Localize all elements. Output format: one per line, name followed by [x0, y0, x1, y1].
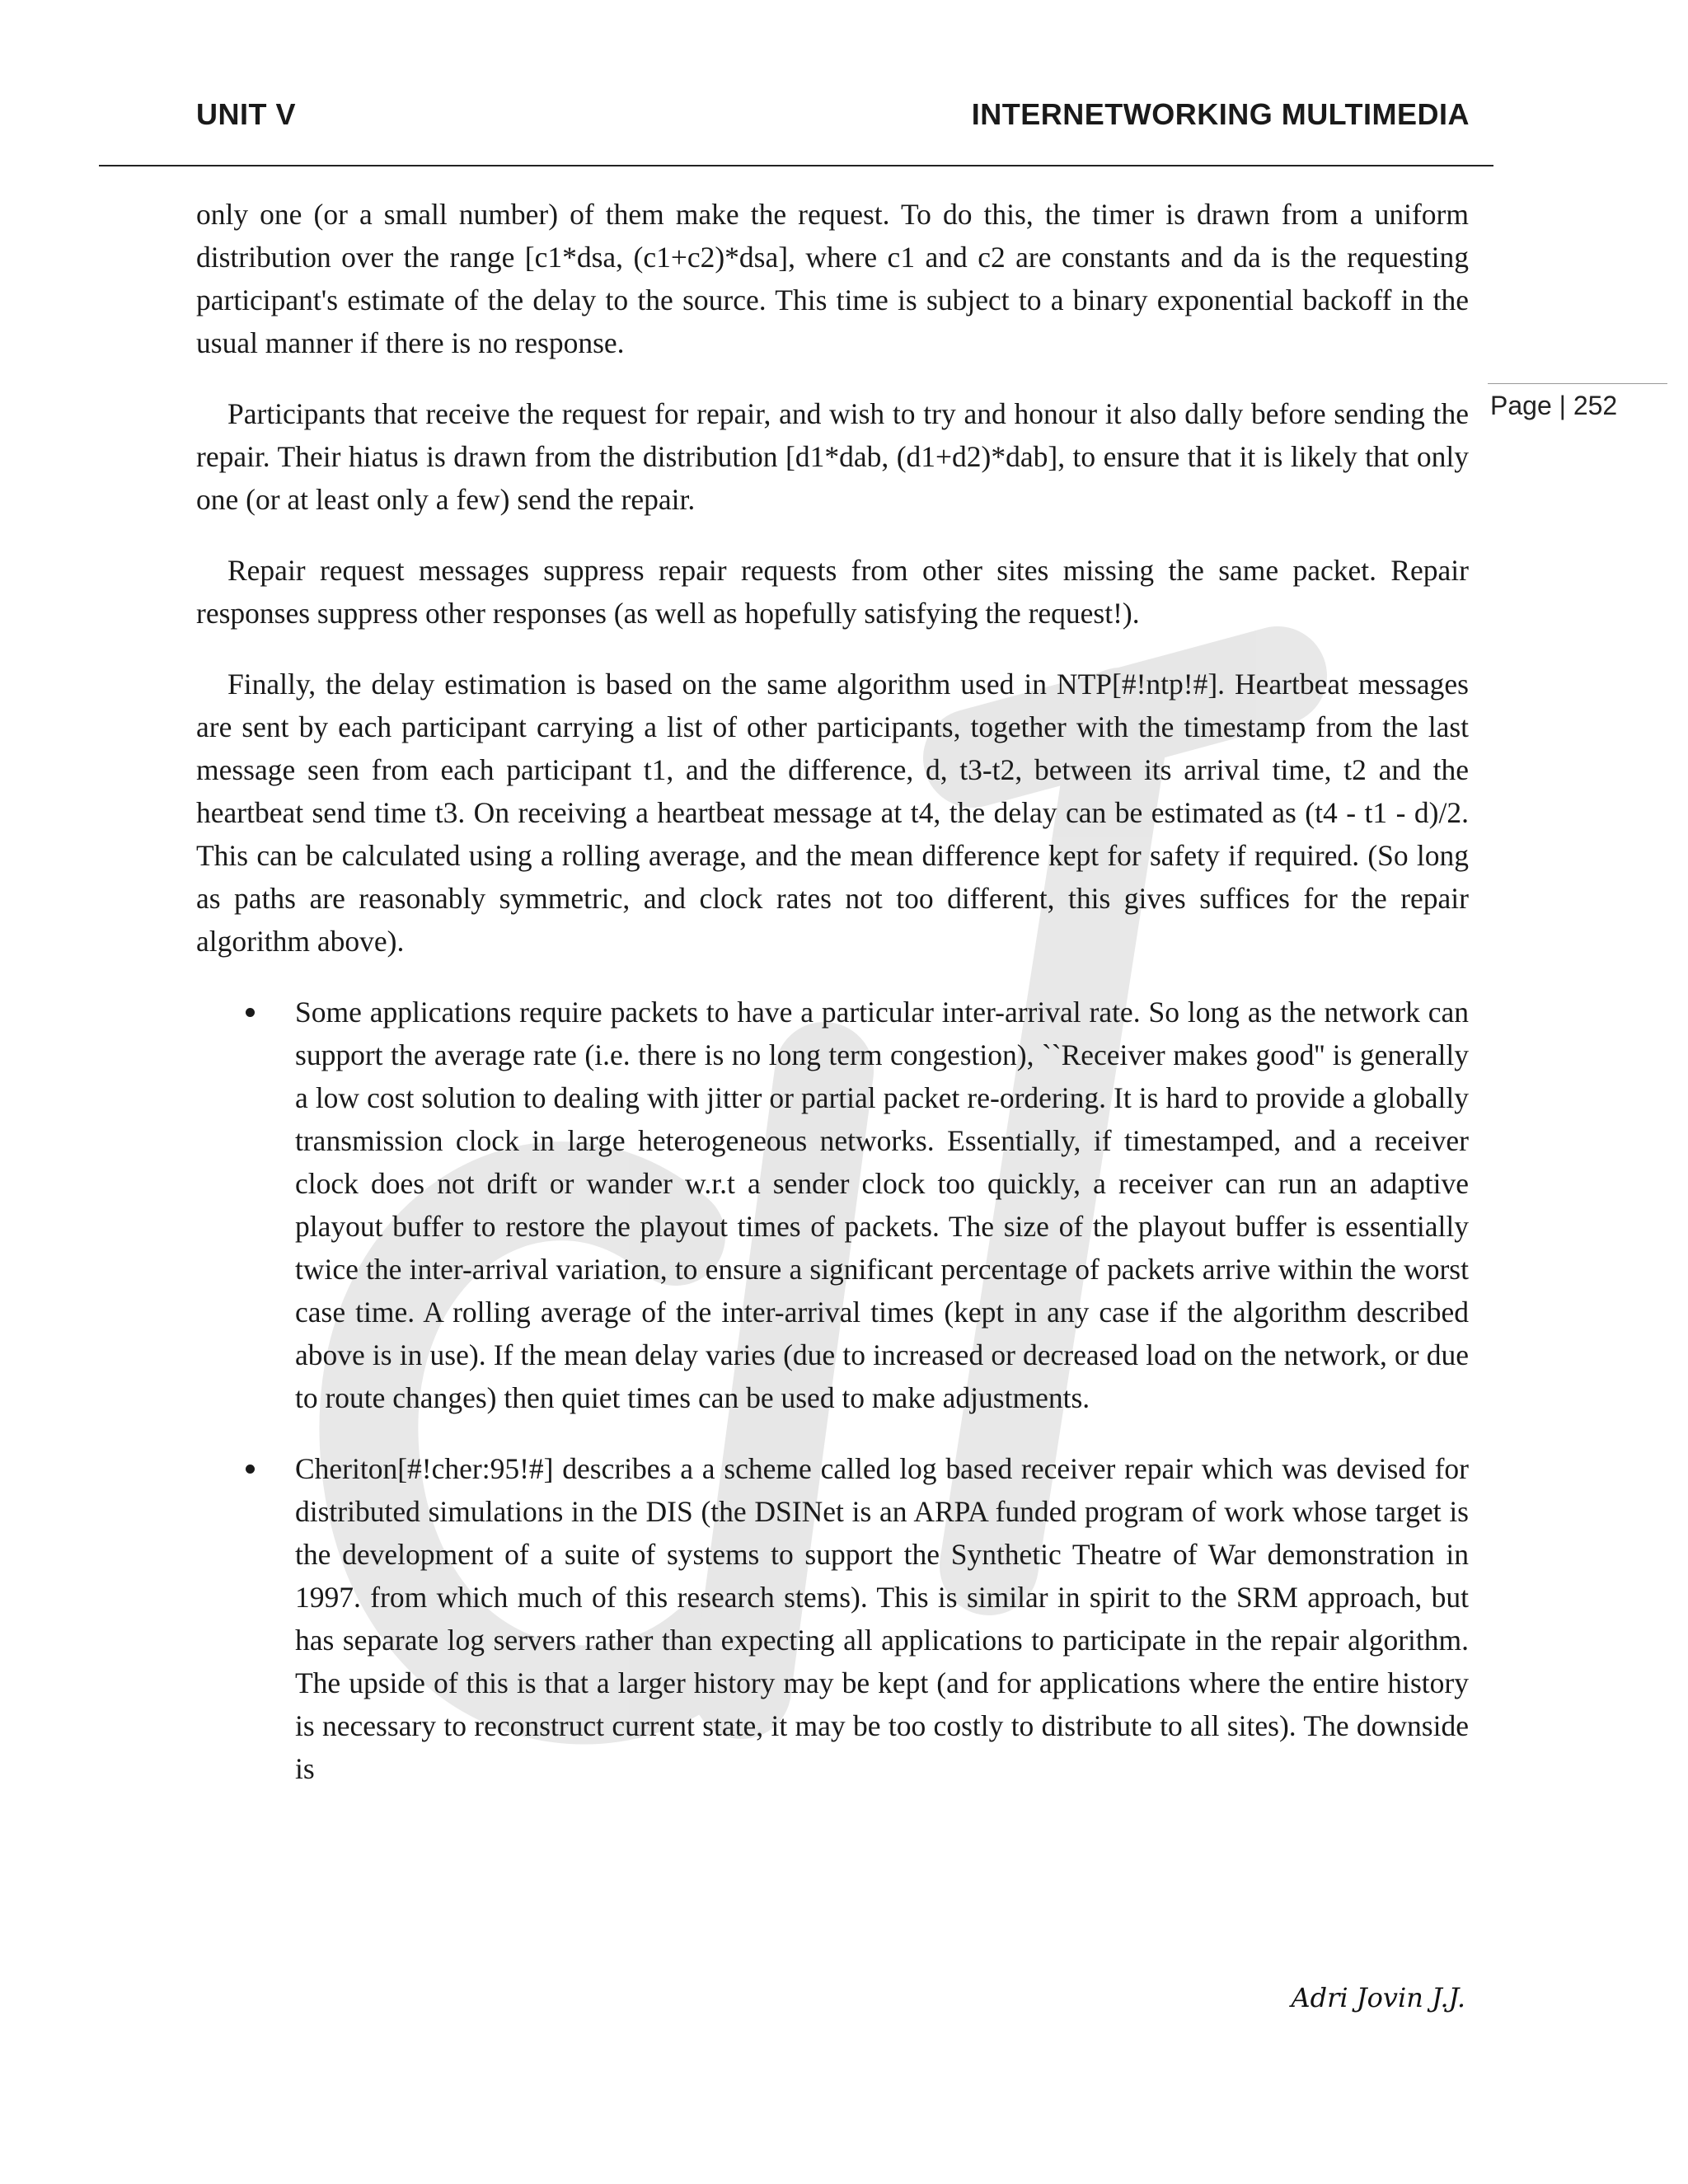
- author-signature: Adri Jovin J.J.: [1291, 1982, 1465, 2013]
- bullet-icon: [246, 1008, 255, 1017]
- paragraph: Finally, the delay estimation is based on the same algorithm used in NTP[#!ntp!#]. Heartbeat messages are sent by each participant carrying a list of other participants, together with the timestamp from the last message seen from each participant t1, and the difference, d, t3-t2, between its arrival time, t2 and the heartbeat send time t3. On receiving a heartbeat message at t4, the delay can be estimated as (t4 - t1 - d)/2. This can be calculated using a rolling average, and the mean difference kept for safety if required. (So long as paths are reasonably symmetric, and clock rates not too different, this gives suffices for the repair algorithm above).: [196, 668, 1469, 958]
- bullet-item: [196, 1447, 1469, 1790]
- bullet-icon: [246, 1465, 255, 1474]
- bullet-text: Cheriton[#!cher:95!#] describes a a scheme called log based receiver repair which was devised for distributed simulations in the DIS (the DSINet is an ARPA funded program of work whose target is the development of a suite of systems to support the Synthetic Theatre of War demonstration in 1997. from which much of this research stems). This is similar in spirit to the SRM approach, but has separate log servers rather than expecting all applications to participate in the repair algorithm. The upside of this is that a larger history may be kept (and for applications where the entire history is necessary to reconstruct current state, it may be too costly to distribute to all sites). The downside is: [295, 1452, 1469, 1785]
- header-divider: [99, 165, 1493, 166]
- header-subject-title: INTERNETWORKING MULTIMEDIA: [971, 97, 1470, 131]
- paragraph: Participants that receive the request for repair, and wish to try and honour it also dally before sending the repair. Their hiatus is drawn from the distribution [d1*dab, (d1+d2)*dab], to ensure that it is likely that only one (or at least only a few) send the repair.: [196, 397, 1469, 516]
- page-body: [196, 193, 1469, 1818]
- bullet-text: Some applications require packets to have a particular inter-arrival rate. So long as the network can support the average rate (i.e. there is no long term congestion), ``Receiver makes good'' is generally a low cost solution to dealing with jitter or partial packet re-ordering. It is hard to provide a globally transmission clock in large heterogeneous networks. Essentially, if timestamped, and a receiver clock does not drift or wander w.r.t a sender clock too quickly, a receiver can run an adaptive playout buffer to restore the playout times of packets. The size of the playout buffer is essentially twice the inter-arrival variation, to ensure a significant percentage of packets arrive within the worst case time. A rolling average of the inter-arrival times (kept in any case if the algorithm described above is in use). If the mean delay varies (due to increased or decreased load on the network, or due to route changes) then quiet times can be used to make adjustments.: [295, 996, 1469, 1414]
- bullet-list: [196, 991, 1469, 1790]
- paragraph: only one (or a small number) of them make the request. To do this, the timer is drawn from a uniform distribution over the range [c1*dsa, (c1+c2)*dsa], where c1 and c2 are constants and da is the requesting participant's estimate of the delay to the source. This time is subject to a binary exponential backoff in the usual manner if there is no response.: [196, 198, 1469, 359]
- page-number-divider: [1488, 383, 1667, 384]
- paragraph: Repair request messages suppress repair requests from other sites missing the same packet. Repair responses suppress other responses (as well as hopefully satisfying the request!).: [196, 554, 1469, 630]
- header-unit-title: UNIT V: [196, 97, 297, 131]
- page-number: Page | 252: [1490, 391, 1618, 420]
- bullet-item: [196, 991, 1469, 1419]
